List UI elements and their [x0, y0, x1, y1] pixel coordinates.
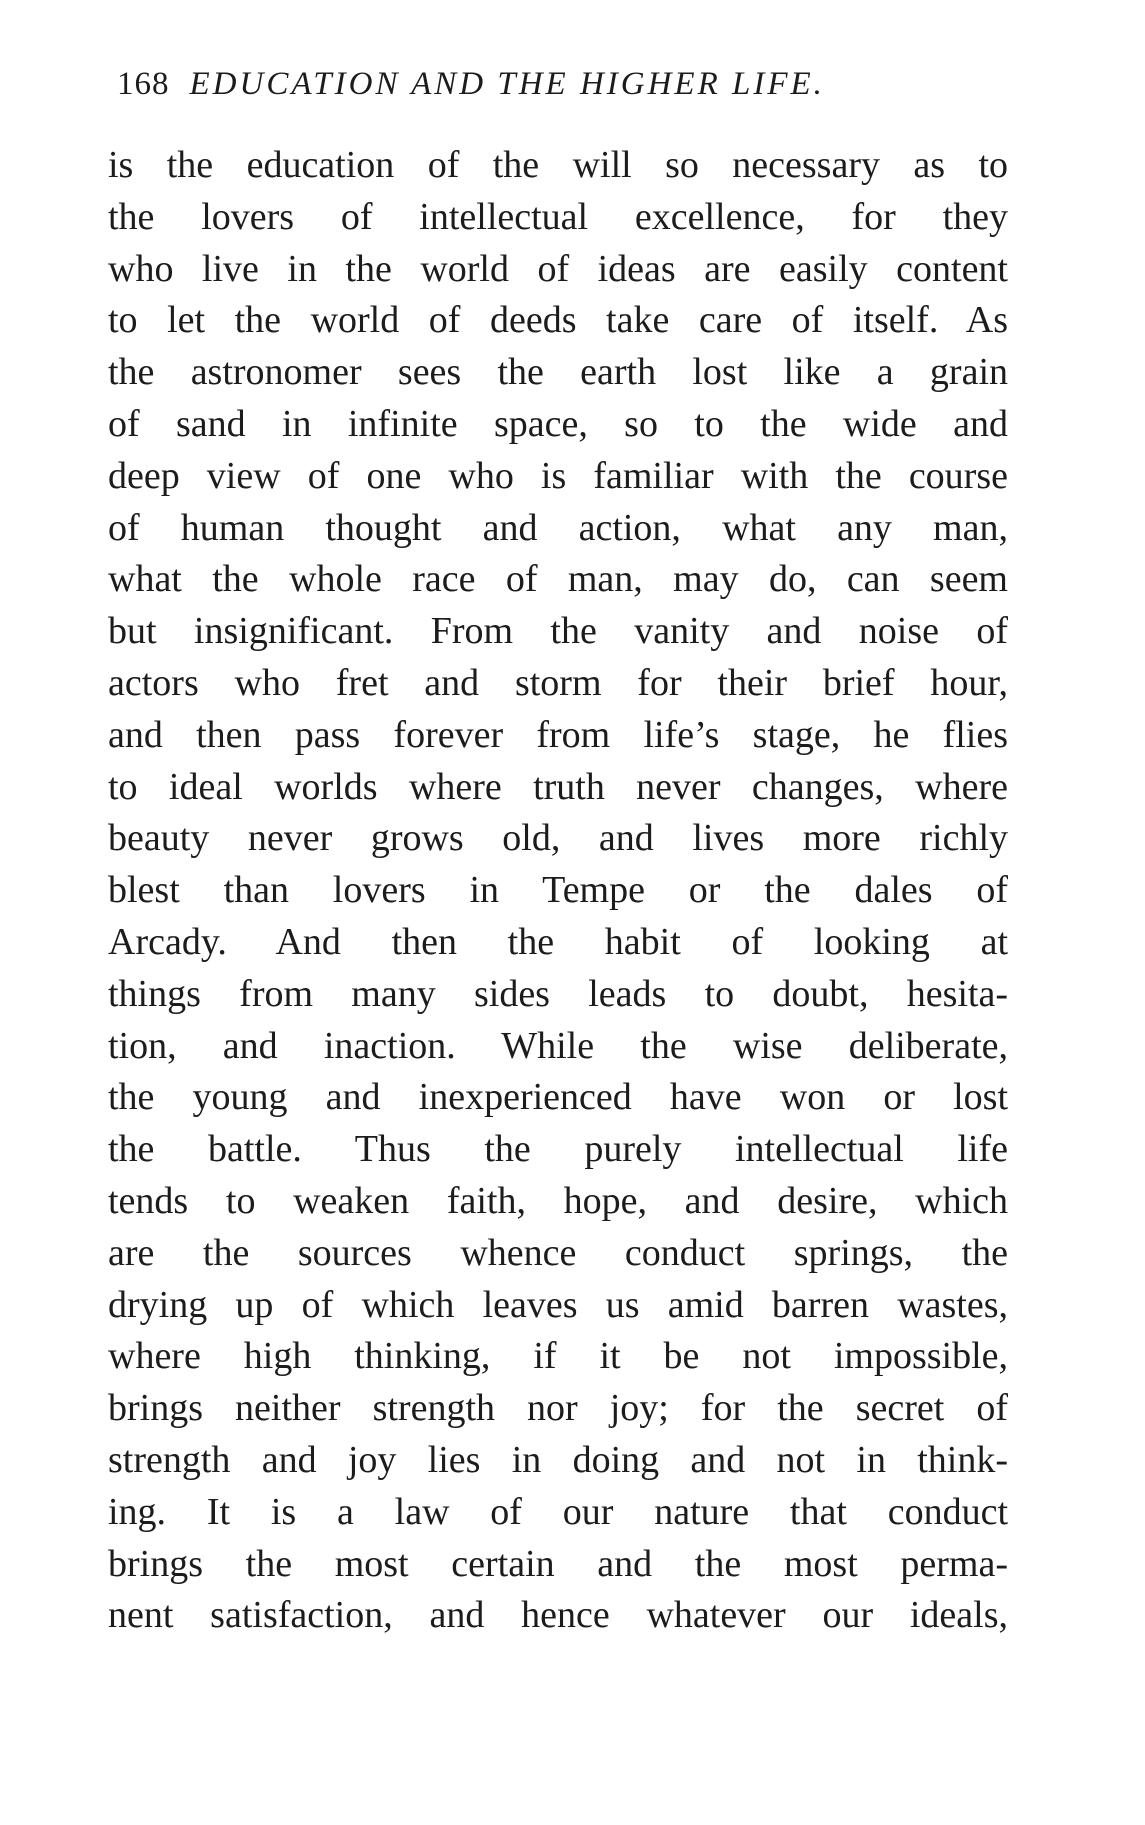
text-line: and then pass forever from life’s stage, he flies — [108, 713, 1008, 756]
text-line: strength and joy lies in doing and not in think- — [108, 1438, 1008, 1481]
page-number: 168 — [117, 66, 170, 102]
text-line: the lovers of intellectual excellence, for they — [108, 195, 1008, 238]
text-line: where high thinking, if it be not impossible, — [108, 1335, 1008, 1378]
text-line: the battle. Thus the purely intellectual life — [108, 1128, 1008, 1171]
text-line: brings neither strength nor joy; for the secret of — [108, 1387, 1008, 1430]
text-line: tends to weaken faith, hope, and desire, which — [108, 1179, 1008, 1222]
running-title: EDUCATION AND THE HIGHER LIFE. — [189, 66, 825, 102]
running-head — [117, 66, 997, 114]
text-line: to let the world of deeds take care of itself. As — [108, 299, 1008, 342]
text-line: actors who fret and storm for their brief hour, — [108, 661, 1008, 704]
text-line: tion, and inaction. While the wise deliberate, — [108, 1024, 1008, 1067]
text-line: deep view of one who is familiar with the course — [108, 454, 1008, 497]
text-line: the astronomer sees the earth lost like a grain — [108, 351, 1008, 394]
text-line: drying up of which leaves us amid barren wastes, — [108, 1283, 1008, 1326]
text-line: beauty never grows old, and lives more richly — [108, 817, 1008, 860]
text-line: is the education of the will so necessary as to — [108, 144, 1008, 186]
text-line: blest than lovers in Tempe or the dales of — [108, 869, 1008, 912]
text-line: are the sources whence conduct springs, the — [108, 1231, 1008, 1274]
text-line: the young and inexperienced have won or lost — [108, 1076, 1008, 1119]
text-line: Arcady. And then the habit of looking at — [108, 920, 1008, 963]
text-line: what the whole race of man, may do, can seem — [108, 558, 1008, 601]
text-line: ing. It is a law of our nature that conduct — [108, 1490, 1008, 1533]
text-line: brings the most certain and the most perma- — [108, 1542, 1008, 1585]
text-line: nent satisfaction, and hence whatever our ideals, — [108, 1594, 1008, 1637]
text-line: things from many sides leads to doubt, hesita- — [108, 972, 1008, 1015]
text-line: of sand in infinite space, so to the wide and — [108, 402, 1008, 445]
body-text — [108, 140, 1008, 1642]
text-line: but insignificant. From the vanity and noise of — [108, 610, 1008, 653]
text-line: of human thought and action, what any man, — [108, 506, 1008, 549]
text-line: to ideal worlds where truth never changes, where — [108, 765, 1008, 808]
text-line: who live in the world of ideas are easily content — [108, 247, 1008, 290]
